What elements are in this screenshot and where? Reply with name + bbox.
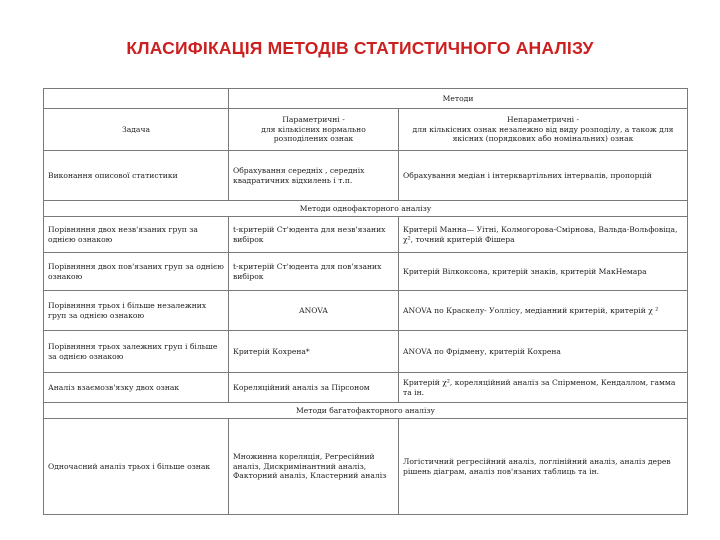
table-row [44, 253, 688, 291]
nonparametric-cell: Логістичний регресійний аналіз, логлінійний аналіз, аналіз дерев рішень діаграм, аналіз пов'язаних таблиць та ін. [399, 419, 688, 515]
parametric-cell: ANOVA [229, 291, 399, 331]
section-multi-factor: Методи багатофакторного аналізу [44, 403, 688, 419]
methods-table [43, 88, 688, 515]
section-row [44, 201, 688, 217]
methods-header: Методи [229, 89, 688, 109]
task-header: Задача [44, 109, 229, 151]
section-one-factor: Методи однофакторного аналізу [44, 201, 688, 217]
column-header-row [44, 109, 688, 151]
nonparametric-cell: Критерій χ², кореляційний аналіз за Спірменом, Кендаллом, гамма та ін. [399, 373, 688, 403]
nonparametric-desc: для кількісних ознак незалежно від виду розподілу, а також для якісних (порядкових або номінальних) ознак [412, 124, 674, 144]
table-row [44, 373, 688, 403]
nonparametric-cell: ANOVA по Краскелу- Уоллісу, медіанний критерій, критерій χ ² [399, 291, 688, 331]
parametric-cell: Кореляційний аналіз за Пірсоном [229, 373, 399, 403]
parametric-cell: t-критерій Ст'юдента для незв'язаних вибірок [229, 217, 399, 253]
section-row [44, 403, 688, 419]
parametric-cell: Обрахування середніх , середніх квадратичних відхилень і т.п. [229, 151, 399, 201]
nonparametric-title: Непараметричні - [506, 115, 580, 125]
page-title: КЛАСИФІКАЦІЯ МЕТОДІВ СТАТИСТИЧНОГО АНАЛІЗУ [126, 38, 594, 58]
parametric-title: Параметричні - [282, 115, 345, 125]
nonparametric-cell: Обрахування медіан і інтерквартільних інтервалів, пропорцій [399, 151, 688, 201]
task-cell: Порівняння трьох залежних груп і більше за однією ознакою [44, 331, 229, 373]
task-cell: Одночасний аналіз трьох і більше ознак [44, 419, 229, 515]
task-cell: Виконання описової статистики [44, 151, 229, 201]
nonparametric-header [399, 109, 688, 151]
table-row [44, 217, 688, 253]
nonparametric-cell: ANOVA по Фрідмену, критерій Кохрена [399, 331, 688, 373]
task-cell: Порівняння двох незв'язаних груп за однією ознакою [44, 217, 229, 253]
table-row [44, 419, 688, 515]
parametric-header [229, 109, 399, 151]
parametric-cell: t-критерій Ст'юдента для пов'язаних вибірок [229, 253, 399, 291]
parametric-cell: Критерій Кохрена* [229, 331, 399, 373]
task-cell: Порівняння трьох і більше незалежних груп за однією ознакою [44, 291, 229, 331]
parametric-cell: Множинна кореляція, Регресійний аналіз, Дискримінантний аналіз, Факторний аналіз, Кластерний аналіз [229, 419, 399, 515]
nonparametric-cell: Критерії Манна— Уітні, Колмогорова-Смірнова, Вальда-Вольфовіца, χ², точний критерій Фішера [399, 217, 688, 253]
table-row [44, 291, 688, 331]
task-cell: Порівняння двох пов'язаних груп за однією ознакою [44, 253, 229, 291]
methods-header-row [44, 89, 688, 109]
table-row [44, 151, 688, 201]
parametric-desc: для кількісних нормально розподілених ознак [261, 124, 366, 144]
table-row [44, 331, 688, 373]
nonparametric-cell: Критерій Вілкоксона, критерій знаків, критерій МакНемара [399, 253, 688, 291]
task-cell: Аналіз взаємозв'язку двох ознак [44, 373, 229, 403]
